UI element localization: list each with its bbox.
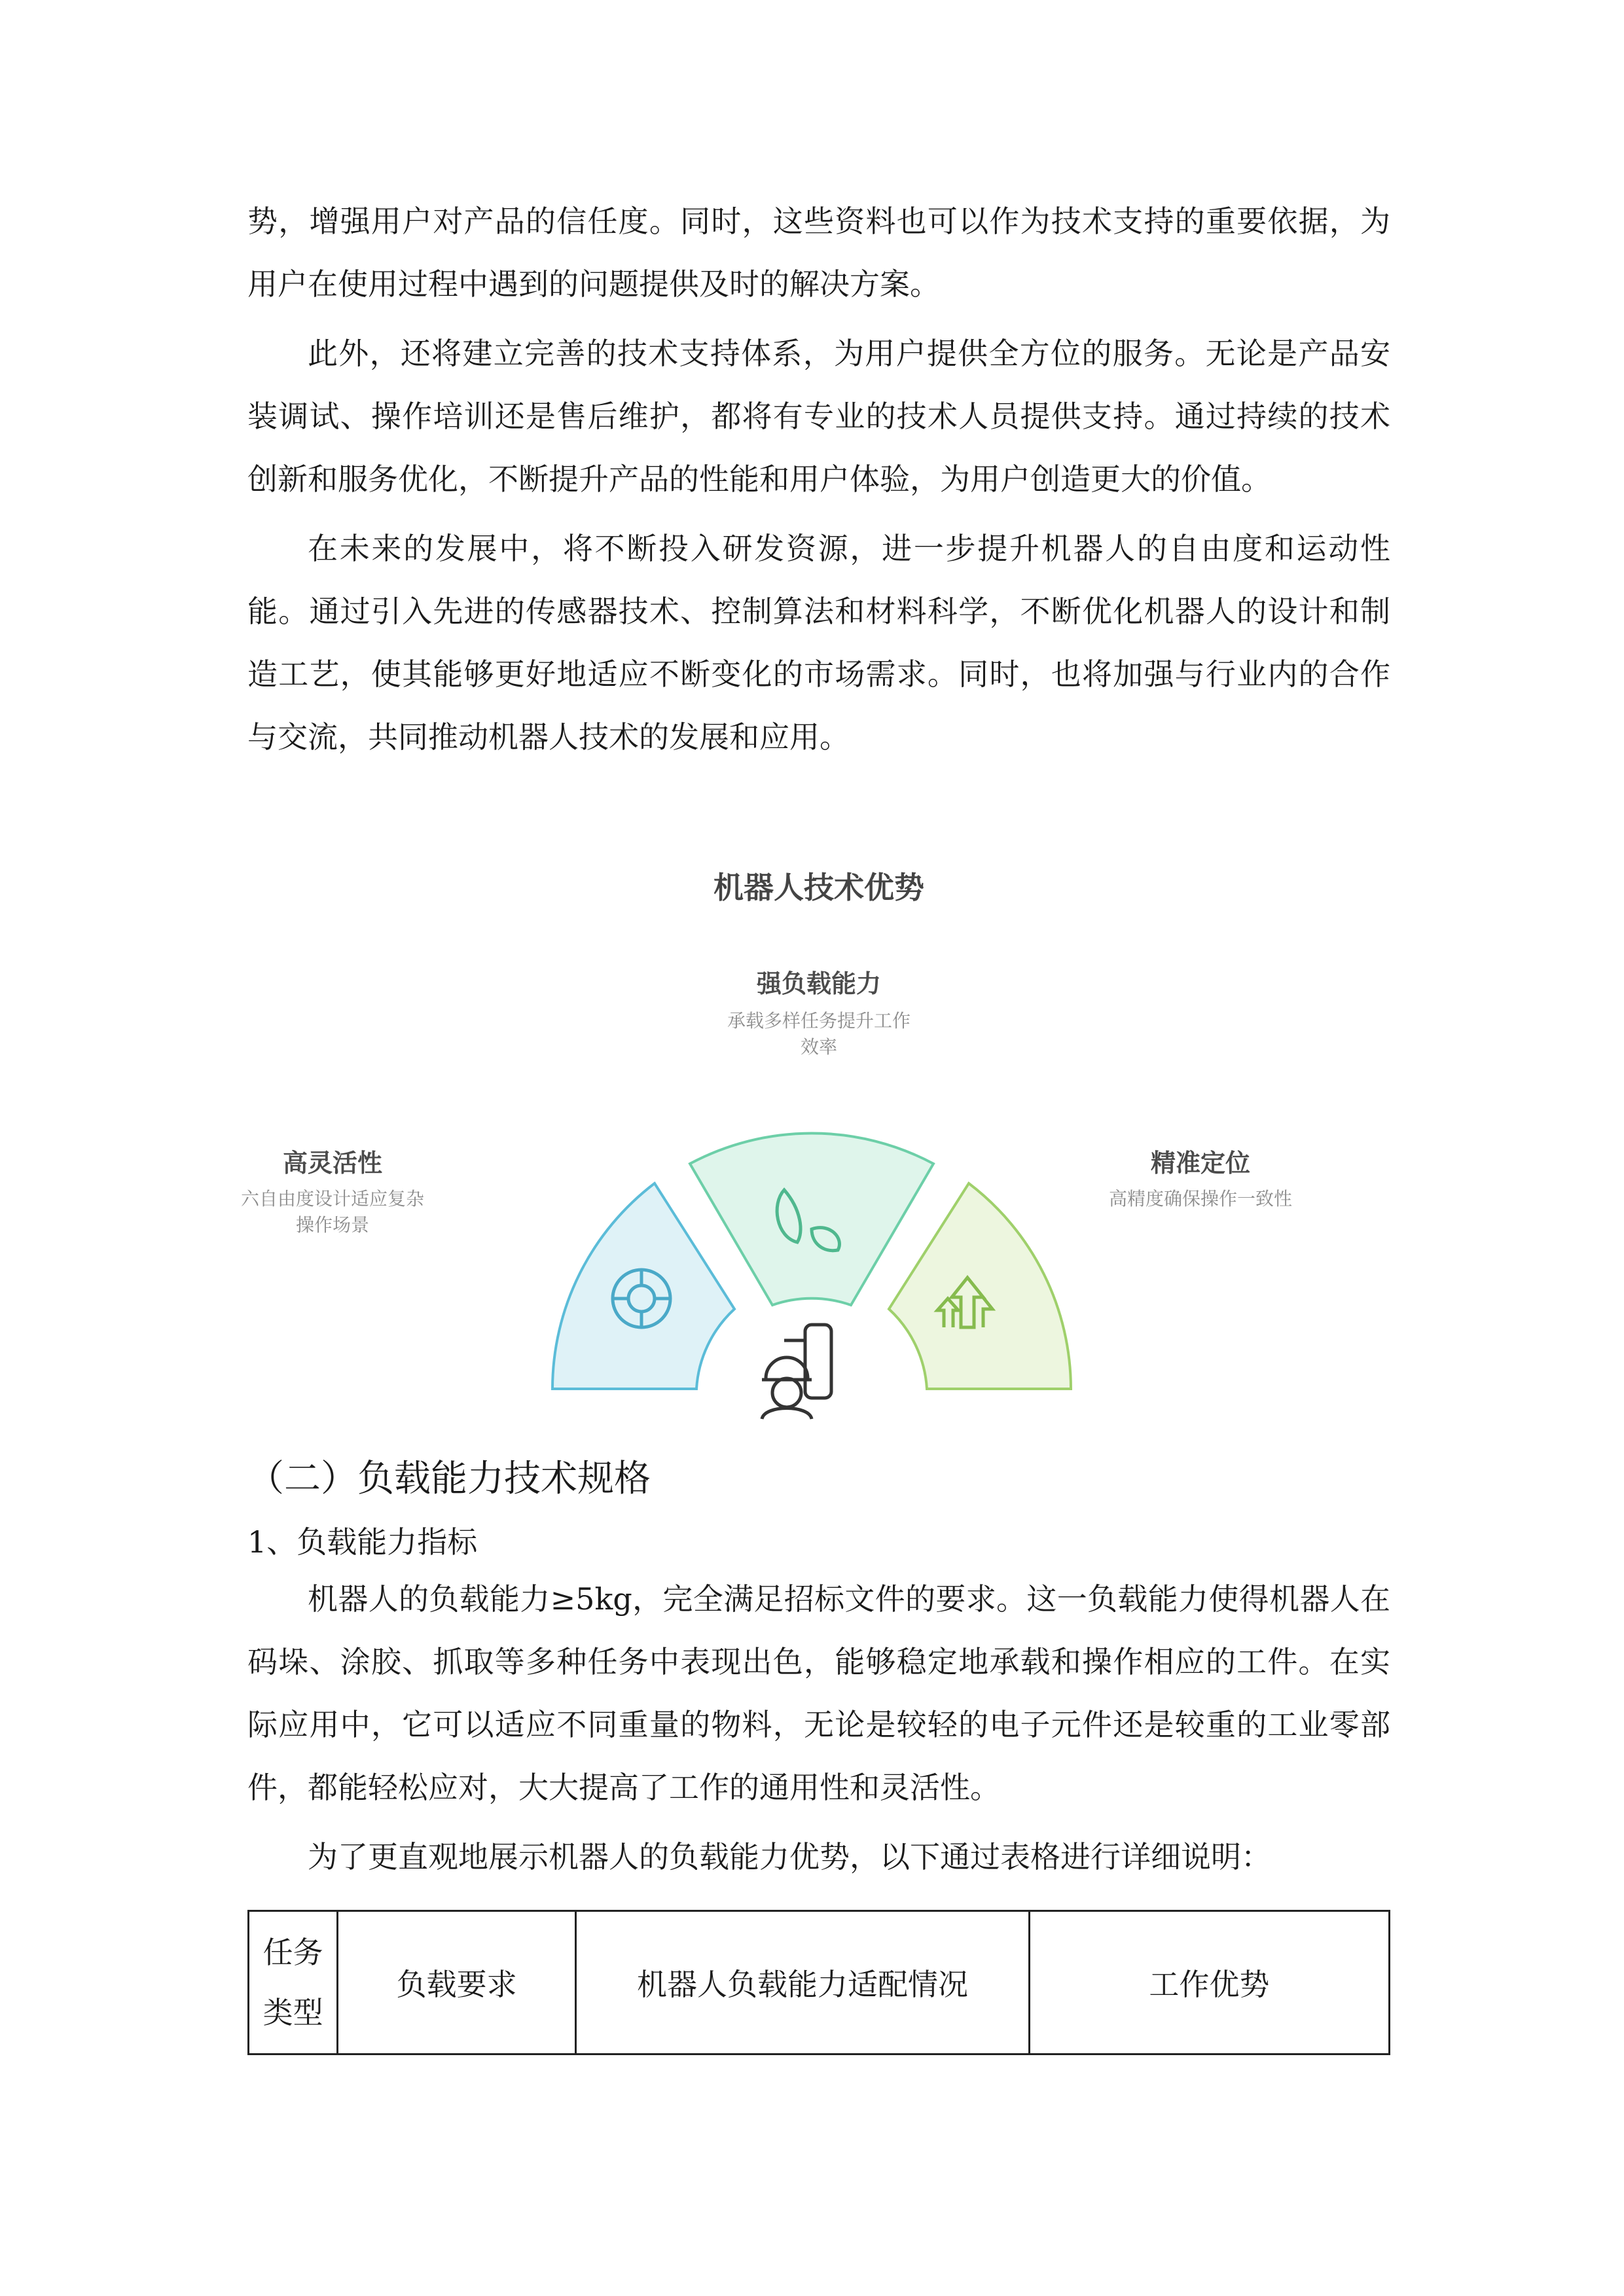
block-title-left: 高灵活性: [282, 1149, 382, 1177]
table-header-cell: 任务 类型: [249, 1911, 338, 2054]
load-capacity-table: [247, 1910, 1390, 2055]
block-title-center: 强负载能力: [756, 969, 881, 998]
block-desc-right: 高精度确保操作一致性: [1108, 1188, 1292, 1210]
section-subheading: 1、负载能力指标: [247, 1524, 478, 1560]
top-body-text: [247, 190, 1390, 775]
segment-right: [889, 1183, 1071, 1389]
robot-advantages-figure: [240, 851, 1390, 1440]
table-header-cell: 负载要求: [338, 1911, 576, 2054]
block-desc-left: 六自由度设计适应复杂 操作场景: [240, 1188, 424, 1236]
section-heading: （二）负载能力技术规格: [247, 1458, 651, 1500]
paragraph: 此外，还将建立完善的技术支持体系，为用户提供全方位的服务。无论是产品安装调试、操作培训还是售后维护，都将有专业的技术人员提供支持。通过持续的技术创新和服务优化，不断提升产品的性能和用户体验，为用户创造更大的价值。: [247, 336, 1390, 497]
block-desc-center: 承载多样任务提升工作 效率: [727, 1010, 911, 1058]
figure-title: 机器人技术优势: [713, 870, 924, 905]
paragraph: 为了更直观地展示机器人的负载能力优势，以下通过表格进行详细说明：: [308, 1839, 1271, 1874]
engineer-icon: [762, 1325, 831, 1419]
paragraph: 势，增强用户对产品的信任度。同时，这些资料也可以作为技术支持的重要依据，为用户在使用过程中遇到的问题提供及时的解决方案。: [247, 204, 1390, 302]
table-header-cell: 工作优势: [1029, 1911, 1389, 2054]
block-title-right: 精准定位: [1150, 1149, 1250, 1177]
section-body-text: [247, 1568, 1390, 1895]
table-header-row: [249, 1911, 1390, 2054]
table-header-cell: 机器人负载能力适配情况: [576, 1911, 1030, 2054]
segment-center: [690, 1133, 933, 1305]
paragraph: 机器人的负载能力≥5kg，完全满足招标文件的要求。这一负载能力使得机器人在码垛、涂胶、抓取等多种任务中表现出色，能够稳定地承载和操作相应的工件。在实际应用中，它可以适应不同重量的物料，无论是较轻的电子元件还是较重的工业零部件，都能轻松应对，大大提高了工作的通用性和灵活性。: [247, 1581, 1390, 1805]
paragraph: 在未来的发展中，将不断投入研发资源，进一步提升机器人的自由度和运动性能。通过引入先进的传感器技术、控制算法和材料科学，不断优化机器人的设计和制造工艺，使其能够更好地适应不断变化的市场需求。同时，也将加强与行业内的合作与交流，共同推动机器人技术的发展和应用。: [247, 531, 1390, 755]
